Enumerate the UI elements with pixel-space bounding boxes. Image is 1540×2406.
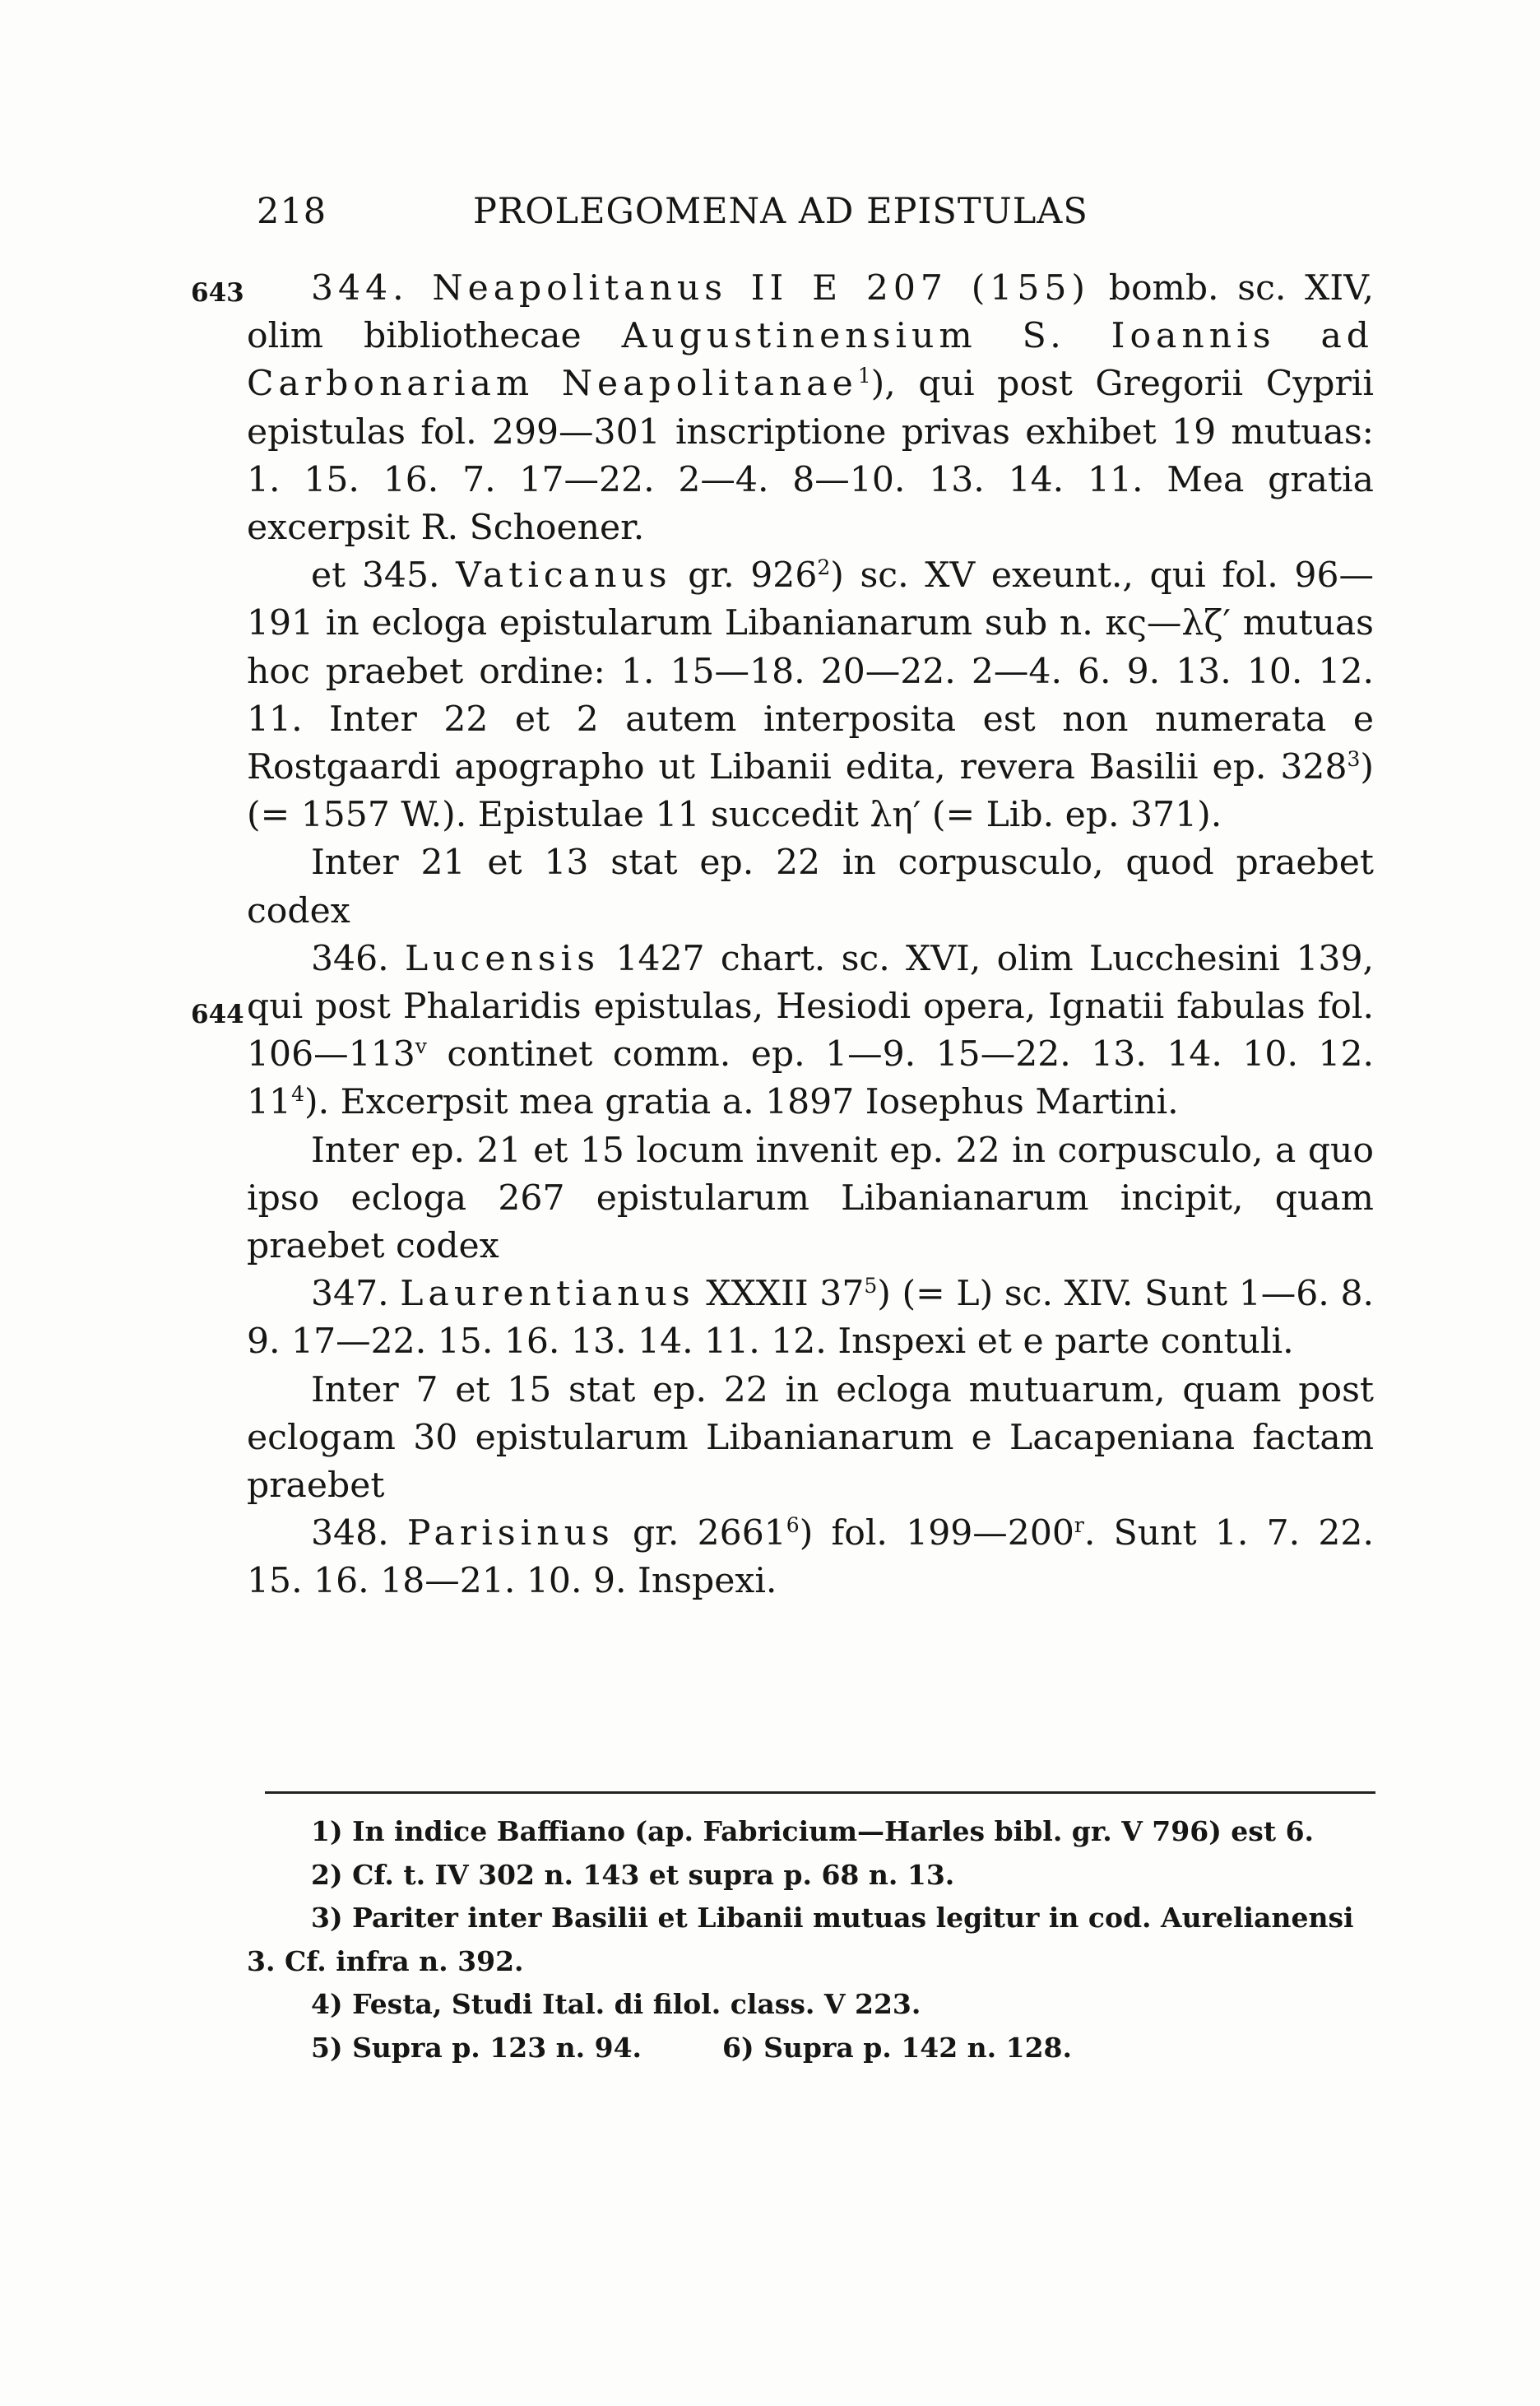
footnote-3: 3) Pariter inter Basilii et Libanii mutuas legitur in cod. Aurelianensi 3. Cf. infra n. 392. <box>247 1902 1354 1977</box>
entry-344: 344. Neapolitanus II E 207 (155) bomb. sc. XIV, olim bibliothecae Augustinensium S. Ioannis ad Carbonariam Neapolitanae$^1$), qui post Gregorii Cyprii epistulas fol. 299—301 inscriptione privas exhibet 19 mutuas: 1. 15. 16. 7. 17—22. 2—4. 8—10. 13. 14. 11. Mea gratia excerpsit R. Schoener. <box>247 268 1375 549</box>
interlude-3: Inter 7 et 15 stat ep. 22 in ecloga mutuarum, quam post eclogam 30 epistularum Libanianarum e Lacapeniana factam praebet <box>247 1369 1374 1507</box>
footnote-ref: 2 <box>817 555 831 580</box>
footnote-5: 5) Supra p. 123 n. 94. <box>311 2031 642 2064</box>
manuscript-name: Parisinus <box>406 1513 615 1554</box>
main-text <box>247 265 1374 1606</box>
footnote-ref: 4 <box>291 1082 304 1107</box>
entry-345: et 345. Vaticanus gr. $926^2$) sc. XV exeunt., qui fol. 96—191 in ecloga epistularum Libanianarum sub n. κς—λζ′ mutuas hoc praebet ordine: 1. 15—18. 20—22. 2—4. 6. 9. 13. 10. 12. 11. Inter 22 et 2 autem interposita est non numerata e Rostgaardi apographo ut Libanii edita, revera Basilii ep. $328^3$) (= 1557 W.). Epistulae 11 succedit λη′ (= Lib. ep. 371). <box>247 555 1374 836</box>
interlude-1: Inter 21 et 13 stat ep. 22 in corpusculo, quod praebet codex <box>247 843 1374 931</box>
verso-mark: v <box>415 1034 427 1059</box>
footnote-4: 4) Festa, Studi Ital. di filol. class. V 223. <box>311 1988 921 2020</box>
footnote-ref: 1 <box>857 364 871 388</box>
running-header <box>247 191 1374 248</box>
page-number: 218 <box>257 191 327 232</box>
margin-number-644: 644 <box>191 1000 244 1029</box>
footnote-ref: 5 <box>864 1274 878 1298</box>
entry-347: 347. Laurentianus XXXII $37^5$) (= L) sc. XIV. Sunt 1—6. 8. 9. 17—22. 15. 16. 13. 14. 11. 12. Inspexi et e parte contuli. <box>247 1274 1374 1363</box>
running-title: PROLEGOMENA AD EPISTULAS <box>473 191 1088 232</box>
footnote-row <box>247 2027 1374 2070</box>
footnote-rule <box>265 1791 1375 1794</box>
entry-346: 346. Lucensis 1427 chart. sc. XVI, olim Lucchesini 139, qui post Phalaridis epistulas, Hesiodi opera, Ignatii fabulas fol. 106—113$^v$ continet comm. ep. 1—9. 15—22. 13. 14. 10. 12. $11^4$). Excerpsit mea gratia a. 1897 Iosephus Martini. <box>247 938 1375 1123</box>
footnote-2: 2) Cf. t. IV 302 n. 143 et supra p. 68 n. 13. <box>311 1858 955 1891</box>
margin-number-643: 643 <box>191 278 244 308</box>
manuscript-name: Vaticanus <box>456 555 672 597</box>
footnote-ref: 3 <box>1347 747 1361 772</box>
footnote-6: 6) Supra p. 142 n. 128. <box>722 2031 1072 2064</box>
manuscript-name: 344. Neapolitanus II E 207 (155) <box>311 268 1090 309</box>
manuscript-name: Lucensis <box>404 938 601 979</box>
manuscript-name: Augustinensium S. Ioannis ad Carbonariam Neapolitanae <box>247 316 1375 405</box>
footnote-1: 1) In indice Baffiano (ap. Fabricium—Harles bibl. gr. V 796) est 6. <box>311 1815 1315 1847</box>
recto-mark: r <box>1074 1513 1084 1538</box>
interlude-2: Inter ep. 21 et 15 locum invenit ep. 22 in corpusculo, a quo ipso ecloga 267 epistularum Libanianarum incipit, quam praebet codex <box>247 1130 1374 1267</box>
manuscript-name: Laurentianus <box>400 1274 695 1315</box>
entry-348: 348. Parisinus gr. 2661$^6$) fol. 199—200$^r$. Sunt 1. 7. 22. 15. 16. 18—21. 10. 9. Inspexi. <box>247 1513 1374 1602</box>
footnote-ref: 6 <box>786 1513 800 1538</box>
footnotes <box>247 1810 1374 2069</box>
